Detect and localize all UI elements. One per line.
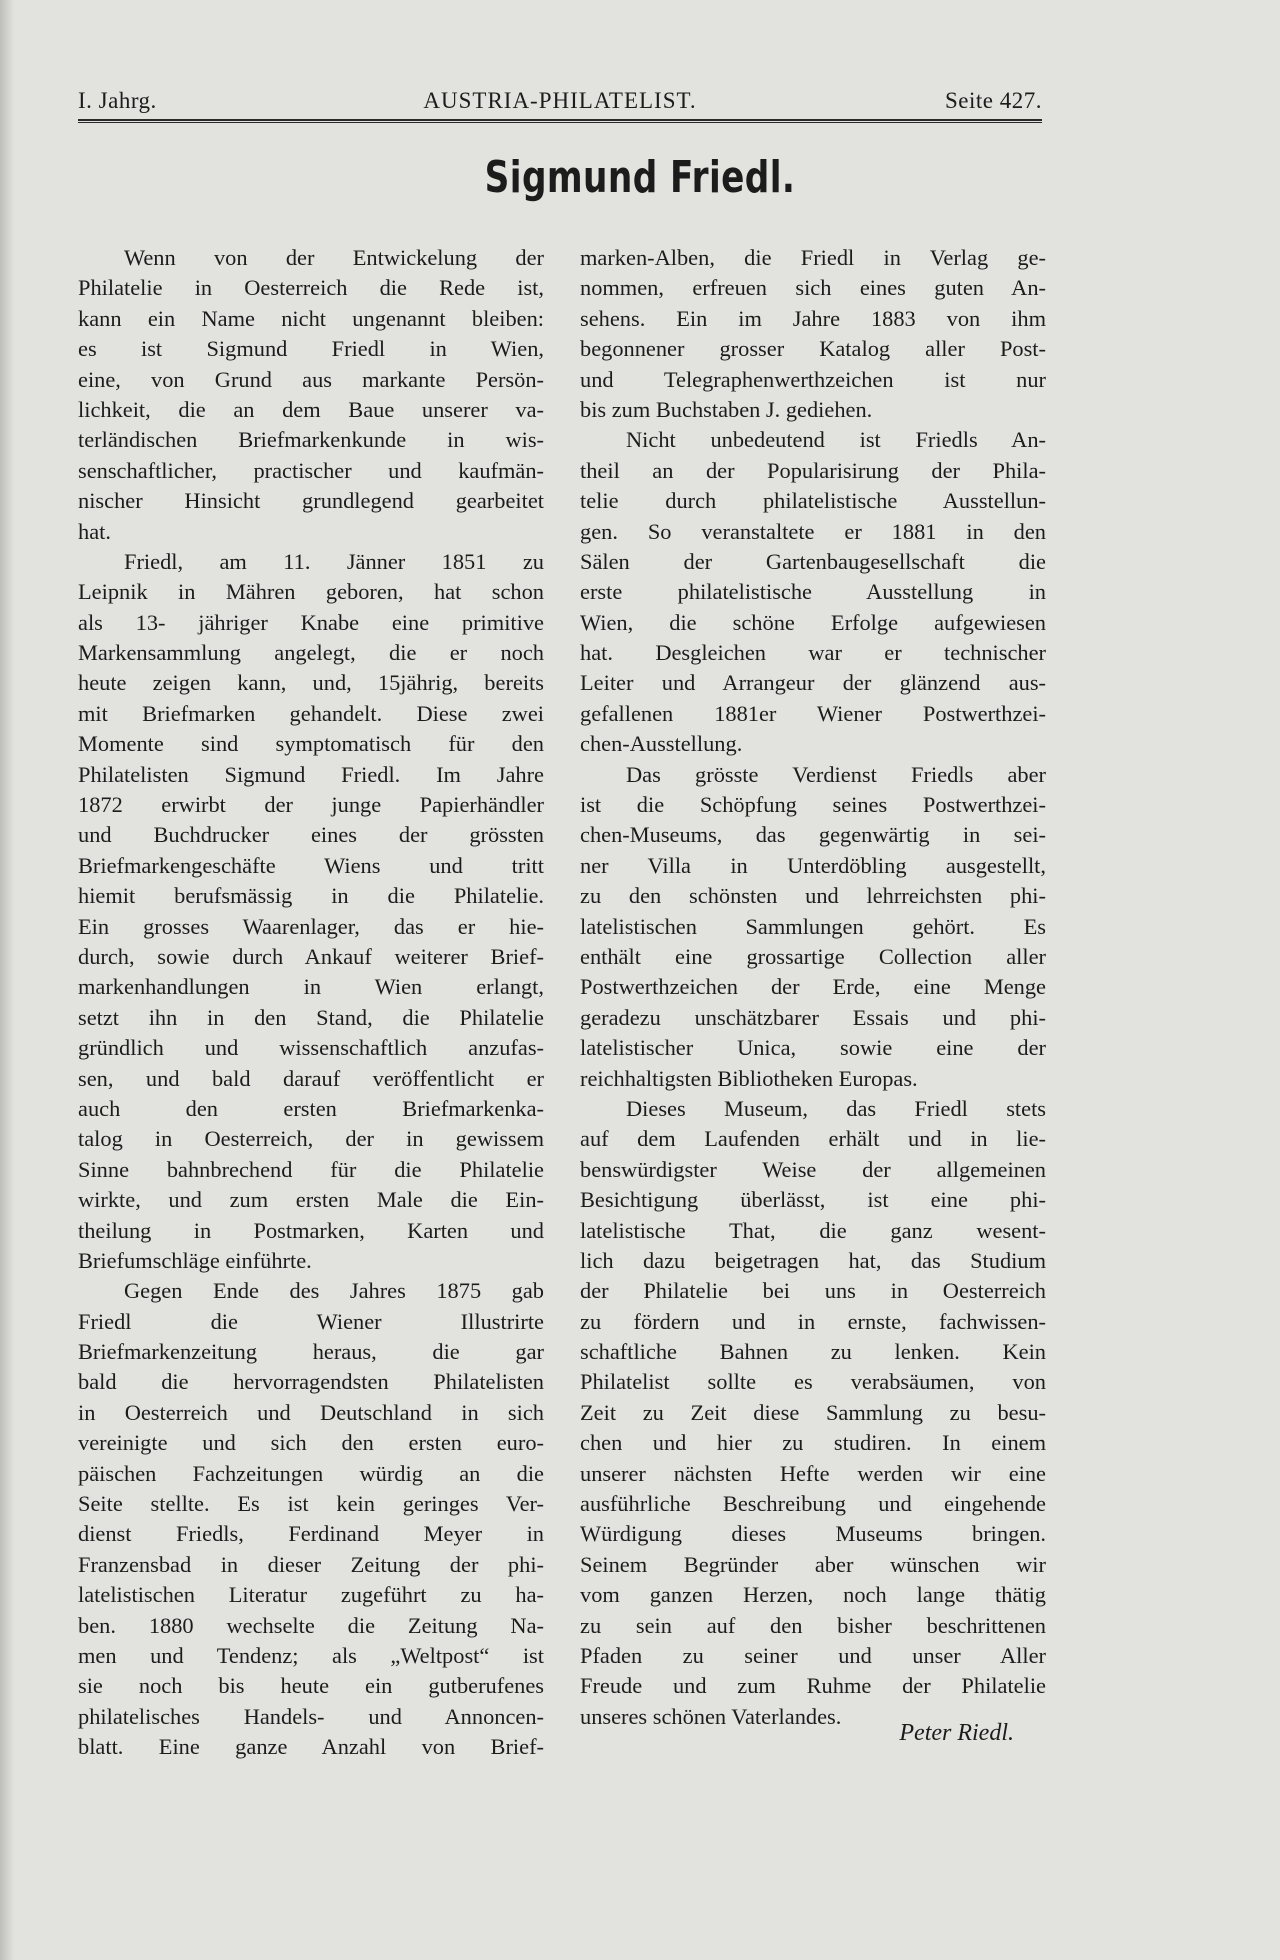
text-line: in Oesterreich und Deutschland in sich — [78, 1399, 544, 1425]
text-line: Dieses Museum, das Friedl stets — [626, 1095, 1046, 1121]
text-line: Sälen der Gartenbaugesellschaft die — [580, 548, 1046, 574]
text-line: bis zum Buchstaben J. gediehen. — [580, 396, 873, 422]
text-line: hiemit berufsmässig in die Philatelie. — [78, 883, 544, 909]
text-line: Briefumschläge einführte. — [78, 1247, 312, 1273]
text-line: Wenn von der Entwickelung der — [124, 245, 544, 270]
text-line: eine, von Grund aus markante Persön- — [78, 366, 544, 392]
text-line: chen-Ausstellung. — [580, 731, 743, 757]
text-line: Philatelie in Oesterreich die Rede ist, — [78, 275, 544, 301]
text-line: Seinem Begründer aber wünschen wir — [580, 1551, 1046, 1577]
text-line: blatt. Eine ganze Anzahl von Brief- — [78, 1734, 544, 1760]
text-line: philatelisches Handels- und Annoncen- — [78, 1703, 544, 1729]
text-line: Sinne bahnbrechend für die Philatelie — [78, 1156, 544, 1182]
text-line: Ein grosses Waarenlager, das er hie- — [78, 913, 544, 939]
text-line: men und Tendenz; als „Weltpost“ ist — [78, 1642, 544, 1668]
text-line: reichhaltigsten Bibliotheken Europas. — [580, 1065, 918, 1091]
text-line: Pfaden zu seiner und unser Aller — [580, 1642, 1046, 1668]
text-line: Zeit zu Zeit diese Sammlung zu besu- — [580, 1399, 1046, 1425]
text-line: nommen, erfreuen sich eines guten An- — [580, 275, 1046, 301]
text-line: Nicht unbedeutend ist Friedls An- — [626, 427, 1046, 453]
text-line: als 13- jähriger Knabe eine primitive — [78, 609, 544, 635]
text-line: auf dem Laufenden erhält und in lie- — [580, 1126, 1046, 1152]
text-line: nischer Hinsicht grundlegend gearbeitet — [78, 488, 544, 514]
text-line: telie durch philatelistische Ausstellun- — [580, 488, 1046, 514]
text-line: Friedl, am 11. Jänner 1851 zu — [124, 548, 544, 574]
text-line: setzt ihn in den Stand, die Philatelie — [78, 1004, 544, 1030]
text-line: Seite stellte. Es ist kein geringes Ver- — [78, 1491, 544, 1517]
article-title: Sigmund Friedl. — [484, 152, 796, 203]
text-line: schaftliche Bahnen zu lenken. Kein — [580, 1339, 1046, 1365]
text-line: terländischen Briefmarkenkunde in wis- — [78, 427, 544, 453]
text-line: gefallenen 1881er Wiener Postwerthzei- — [580, 700, 1046, 726]
text-line: ausführliche Beschreibung und eingehende — [580, 1491, 1046, 1517]
text-line: es ist Sigmund Friedl in Wien, — [78, 336, 544, 362]
text-line: marken-Alben, die Friedl in Verlag ge- — [580, 245, 1046, 270]
text-line: Postwerthzeichen der Erde, eine Menge — [580, 974, 1046, 1000]
volume-label: I. Jahrg. — [78, 88, 157, 113]
text-line: Markensammlung angelegt, die er noch — [78, 640, 544, 666]
page-number: Seite 427. — [945, 88, 1042, 113]
text-line: senschaftlicher, practischer und kaufmän- — [78, 457, 544, 483]
author-signature: Peter Riedl. — [899, 1720, 1014, 1746]
text-line: Philatelisten Sigmund Friedl. Im Jahre — [78, 761, 544, 787]
text-line: lich dazu beigetragen hat, das Studium — [580, 1247, 1046, 1273]
text-line: und Buchdrucker eines der grössten — [78, 822, 544, 848]
text-line: gen. So veranstaltete er 1881 in den — [580, 518, 1046, 544]
text-line: Leiter und Arrangeur der glänzend aus- — [580, 670, 1046, 696]
text-line: durch, sowie durch Ankauf weiterer Brief- — [78, 943, 544, 969]
text-line: Das grösste Verdienst Friedls aber — [626, 761, 1046, 787]
text-line: zu den schönsten und lehrreichsten phi- — [580, 883, 1046, 909]
text-line: wirkte, und zum ersten Male die Ein- — [78, 1187, 544, 1213]
text-line: vom ganzen Herzen, noch lange thätig — [580, 1582, 1046, 1608]
text-line: lichkeit, die an dem Baue unserer va- — [78, 396, 544, 422]
text-line: chen-Museums, das gegenwärtig in sei- — [580, 822, 1046, 848]
header-rule — [78, 119, 1042, 123]
text-line: Wien, die schöne Erfolge aufgewiesen — [580, 609, 1046, 635]
text-line: benswürdigster Weise der allgemeinen — [580, 1156, 1046, 1182]
text-line: Philatelist sollte es verabsäumen, von — [580, 1369, 1046, 1395]
text-line: erste philatelistische Ausstellung in — [580, 579, 1046, 605]
running-header — [78, 88, 1042, 118]
text-line: vereinigte und sich den ersten euro- — [78, 1430, 544, 1456]
text-line: zu sein auf den bisher beschrittenen — [580, 1612, 1046, 1638]
text-line: mit Briefmarken gehandelt. Diese zwei — [78, 700, 544, 726]
text-line: hat. Desgleichen war er technischer — [580, 640, 1046, 666]
text-line: dienst Friedls, Ferdinand Meyer in — [78, 1521, 544, 1547]
text-line: latelistischer Unica, sowie eine der — [580, 1035, 1046, 1061]
text-line: sehens. Ein im Jahre 1883 von ihm — [580, 305, 1046, 331]
text-line: Leipnik in Mähren geboren, hat schon — [78, 579, 544, 605]
text-line: latelistische That, die ganz wesent- — [580, 1217, 1046, 1243]
text-line: latelistischen Sammlungen gehört. Es — [580, 913, 1046, 939]
text-line: enthält eine grossartige Collection aller — [580, 943, 1046, 969]
text-line: begonnener grosser Katalog aller Post- — [580, 336, 1046, 362]
text-line: theil an der Popularisirung der Phila- — [580, 457, 1046, 483]
text-line: hat. — [78, 518, 111, 544]
text-line: Franzensbad in dieser Zeitung der phi- — [78, 1551, 544, 1577]
text-line: talog in Oesterreich, der in gewissem — [78, 1126, 544, 1152]
text-line: latelistischen Literatur zugeführt zu ha- — [78, 1582, 544, 1608]
text-line: bald die hervorragendsten Philatelisten — [78, 1369, 544, 1395]
text-line: Briefmarkengeschäfte Wiens und tritt — [78, 852, 544, 878]
text-line: päischen Fachzeitungen würdig an die — [78, 1460, 544, 1486]
text-line: kann ein Name nicht ungenannt bleiben: — [78, 305, 544, 331]
text-line: sen, und bald darauf veröffentlicht er — [78, 1065, 544, 1091]
text-line: Freude und zum Ruhme der Philatelie — [580, 1673, 1046, 1699]
text-line: Gegen Ende des Jahres 1875 gab — [124, 1278, 544, 1304]
text-line: theilung in Postmarken, Karten und — [78, 1217, 544, 1243]
text-line: Momente sind symptomatisch für den — [78, 731, 544, 757]
text-line: Briefmarkenzeitung heraus, die gar — [78, 1339, 544, 1365]
text-line: auch den ersten Briefmarkenka- — [78, 1095, 544, 1121]
text-line: 1872 erwirbt der junge Papierhändler — [78, 792, 544, 818]
text-line: ner Villa in Unterdöbling ausgestellt, — [580, 852, 1046, 878]
text-line: chen und hier zu studiren. In einem — [580, 1430, 1046, 1456]
left-column — [78, 243, 544, 1763]
text-line: sie noch bis heute ein gutberufenes — [78, 1673, 544, 1699]
text-line: geradezu unschätzbarer Essais und phi- — [580, 1004, 1046, 1030]
text-line: der Philatelie bei uns in Oesterreich — [580, 1278, 1046, 1304]
text-line: Friedl die Wiener Illustrirte — [78, 1308, 544, 1334]
text-line: markenhandlungen in Wien erlangt, — [78, 974, 544, 1000]
text-line: und Telegraphenwerthzeichen ist nur — [580, 366, 1046, 392]
right-column — [580, 243, 1046, 1732]
text-line: Besichtigung überlässt, ist eine phi- — [580, 1187, 1046, 1213]
text-line: ben. 1880 wechselte die Zeitung Na- — [78, 1612, 544, 1638]
text-line: zu fördern und in ernste, fachwissen- — [580, 1308, 1046, 1334]
text-line: gründlich und wissenschaftlich anzufas- — [78, 1035, 544, 1061]
text-line: unseres schönen Vaterlandes. — [580, 1703, 842, 1729]
text-line: ist die Schöpfung seines Postwerthzei- — [580, 792, 1046, 818]
journal-title: AUSTRIA-PHILATELIST. — [423, 88, 697, 113]
text-line: unserer nächsten Hefte werden wir eine — [580, 1460, 1046, 1486]
text-line: Würdigung dieses Museums bringen. — [580, 1521, 1046, 1547]
text-line: heute zeigen kann, und, 15jährig, bereits — [78, 670, 544, 696]
